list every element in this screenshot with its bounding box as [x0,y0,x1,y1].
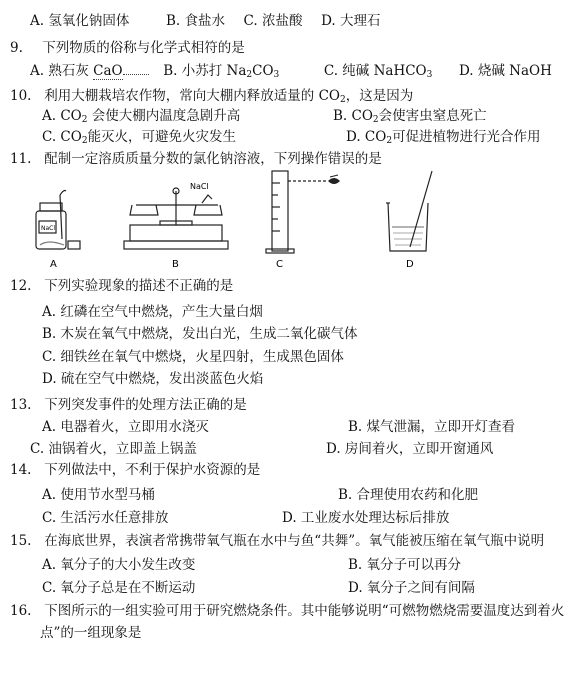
fig-label-d: D [406,259,414,270]
q15-option-c: C. 氧分子总是在不断运动 [42,580,196,596]
q14-option-b: B. 合理使用农药和化肥 [338,487,479,503]
q8-option-c: C. 浓盐酸 [243,13,303,29]
q9-number: 9. [10,40,23,56]
q15-stem-line [10,532,544,550]
q9-stem-line [10,39,245,57]
q9-b-label: B. 小苏打 [163,63,223,79]
q9-stem: 下列物质的俗称与化学式相符的是 [42,40,245,56]
q12-option-a: A. 红磷在空气中燃烧，产生大量白烟 [42,304,263,320]
q9-a-label: A. 熟石灰 [30,63,89,79]
q15-number: 15. [10,533,32,549]
q9-options [30,62,552,84]
q15-stem: 在海底世界，表演者常携带氧气瓶在水中与鱼“共舞”。氧气能被压缩在氧气瓶中说明 [44,533,545,549]
q13-option-d: D. 房间着火，立即开窗通风 [326,441,494,457]
q12-stem-line [10,277,233,295]
q10-stem-line [10,87,413,109]
q10-option-b: B. $CO_2$会使害虫窒息死亡 [333,108,487,125]
q12-option-d: D. 硫在空气中燃烧，发出淡蓝色火焰 [42,371,264,387]
q10-option-c: C. $CO_2$能灭火，可避免火灾发生 [42,129,237,146]
fig-a-jar-label: NaCl [41,225,56,232]
q14-stem-line [10,461,260,479]
q13-option-b: B. 煤气泄漏，立即开灯查看 [348,419,516,435]
q8-option-d: D. 大理石 [321,13,381,29]
fig-b-balance-icon [124,188,228,249]
fig-c-cylinder-icon [266,171,326,253]
q8-option-a: A. 氢氧化钠固体 [30,13,130,29]
q8-options [30,12,381,30]
q9-option-b [163,63,283,79]
q13-number: 13. [10,397,32,413]
fig-label-b: B [172,259,179,270]
q10-option-a: A. $CO_2$ 会使大棚内温度急剧升高 [42,108,241,125]
q9-d-label: D. 烧碱 [458,63,505,79]
q13-stem-line [10,396,247,414]
q12-stem: 下列实验现象的描述不正确的是 [44,278,234,294]
q11-number: 11. [10,151,32,167]
q10-stem: 利用大棚栽培农作物，常向大棚内释放适量的 $CO_2$，这是因为 [44,88,414,105]
q13-option-a: A. 电器着火，立即用水浇灭 [42,419,209,435]
q14-number: 14. [10,462,32,478]
q8-option-b: B. 食盐水 [165,13,225,29]
q16-number: 16. [10,603,32,619]
q9-b-formula: $Na_2CO_3$ [226,63,280,80]
fig-c-eye-icon [328,175,340,184]
q10-option-d: D. $CO_2$可促进植物进行光合作用 [346,129,541,146]
q11-stem: 配制一定溶质质量分数的氯化钠溶液，下列操作错误的是 [44,151,382,167]
q9-c-label: C. 纯碱 [323,63,370,79]
fig-b-balance-label: NaCl [190,182,209,191]
q13-option-c: C. 油锅着火，立即盖上锅盖 [30,441,197,457]
q12-option-b: B. 木炭在氧气中燃烧，发出白光，生成二氧化碳气体 [42,326,358,342]
q9-option-d [459,63,552,79]
q16-stem-line [10,602,564,620]
q14-option-a: A. 使用节水型马桶 [42,487,155,503]
q12-number: 12. [10,278,32,294]
q10-number: 10. [10,88,32,104]
fig-label-a: A [50,259,57,270]
q14-stem: 下列做法中，不利于保护水资源的是 [44,462,261,478]
q15-option-b: B. 氧分子可以再分 [348,557,462,573]
q16-stem-line1: 下图所示的一组实验可用于研究燃烧条件。其中能够说明“可燃物燃烧需要温度达到着火 [44,603,565,619]
fig-a-jar-icon [36,191,80,250]
q9-option-a [30,63,153,79]
q11-figure [20,165,460,273]
fig-label-c: C [276,259,283,270]
q14-option-c: C. 生活污水任意排放 [42,510,169,526]
q9-option-c [324,63,437,79]
q12-option-c: C. 细铁丝在氧气中燃烧，火星四射，生成黑色固体 [42,349,344,365]
q15-option-a: A. 氧分子的大小发生改变 [42,557,196,573]
q16-stem-line2: 点”的一组现象是 [40,625,142,641]
q9-a-formula: CaO [93,63,123,79]
q13-stem: 下列突发事件的处理方法正确的是 [44,397,247,413]
q15-option-d: D. 氧分子之间有间隔 [348,580,475,596]
q9-c-formula: NaHCO$_3$ [373,63,433,80]
fig-d-beaker-icon [386,171,432,251]
q9-d-formula: NaOH [509,63,552,79]
q14-option-d: D. 工业废水处理达标后排放 [282,510,450,526]
